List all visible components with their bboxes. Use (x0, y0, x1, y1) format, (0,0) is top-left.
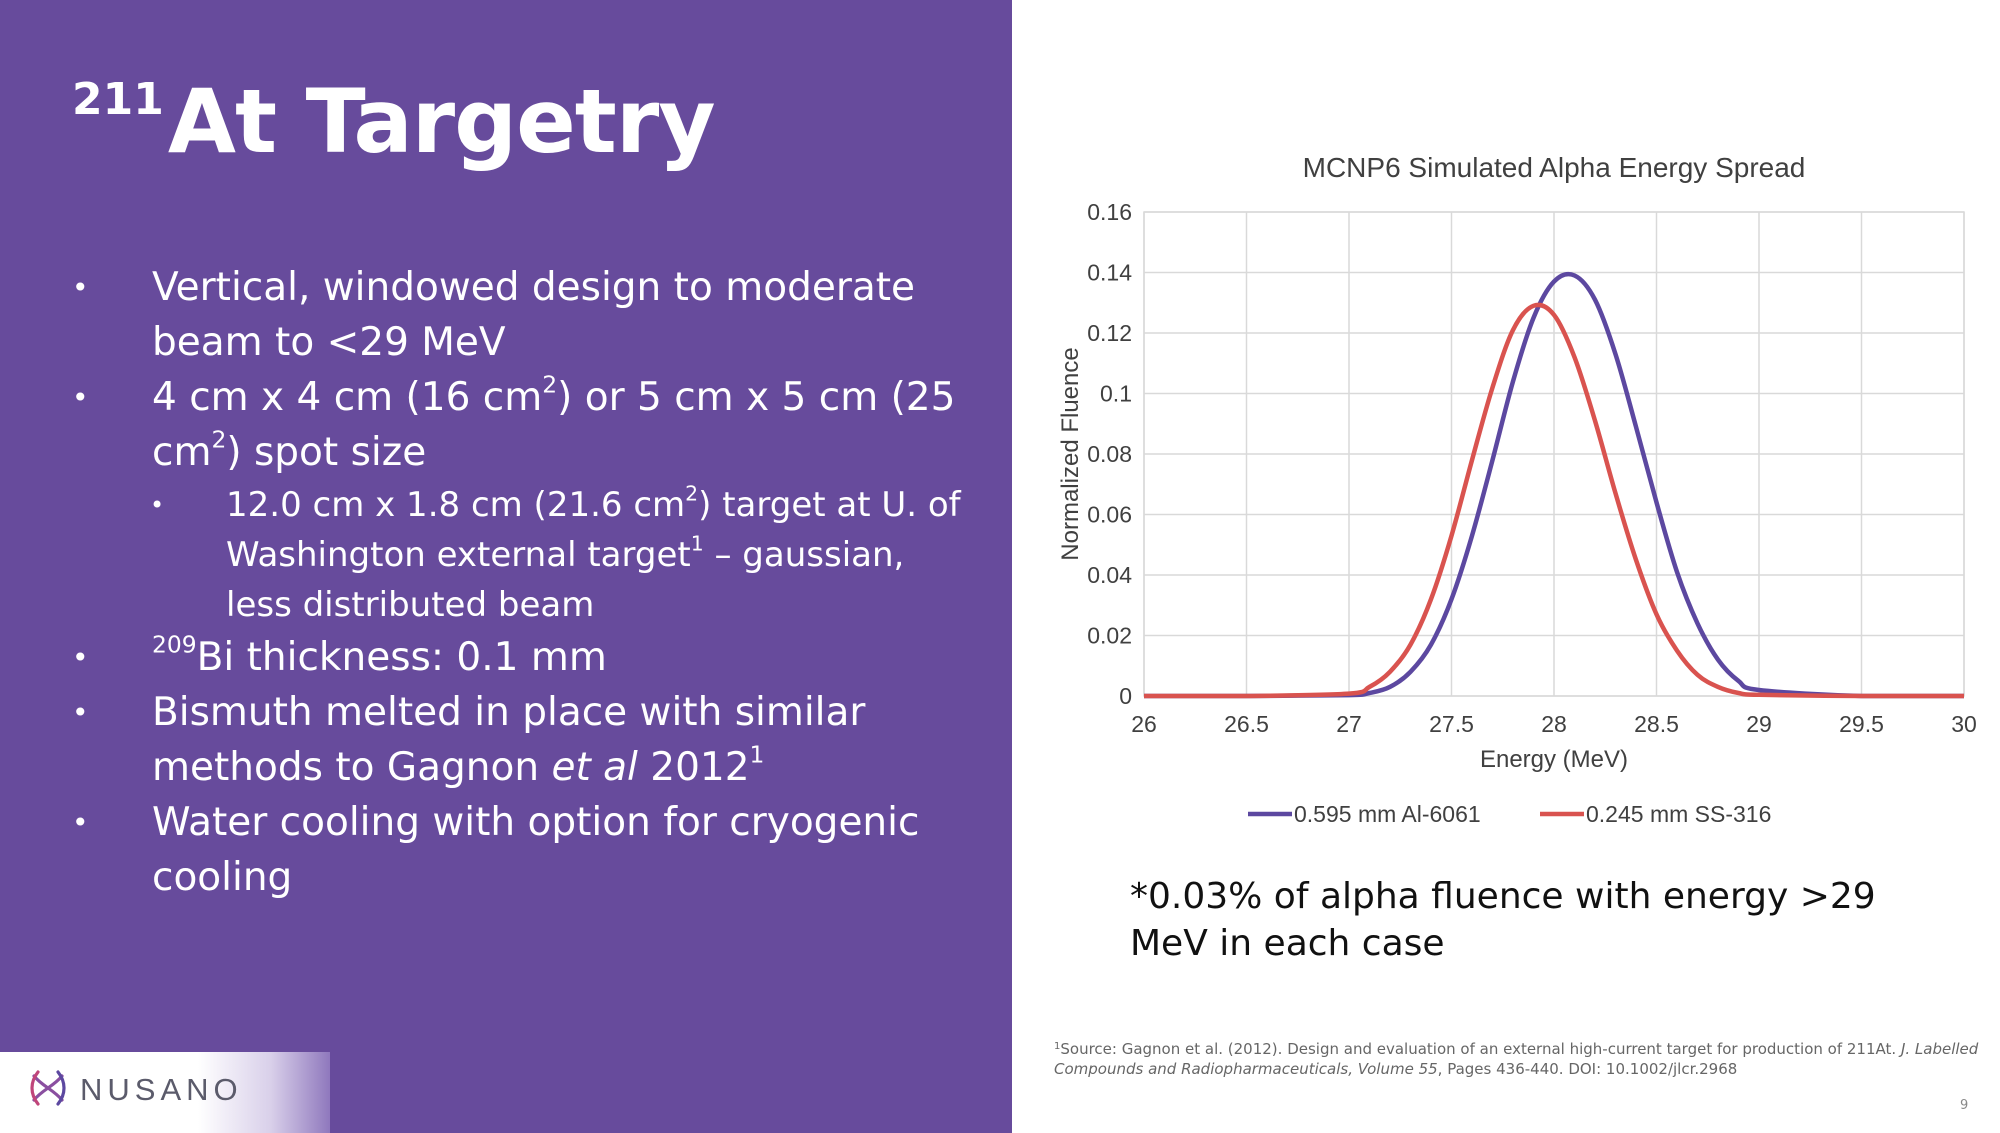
logo (0, 1052, 330, 1133)
source-citation (1054, 1037, 1984, 1079)
x-tick-label: 26.5 (1224, 711, 1269, 737)
x-tick-label: 27 (1336, 711, 1362, 737)
bullet-text: ) target at U. of Washington external target (226, 485, 961, 575)
y-tick-label: 0.02 (1087, 622, 1132, 649)
chart-note: *0.03% of alpha fluence with energy >29 MeV in each case (1130, 876, 1876, 964)
bullet-marker: • (72, 381, 89, 414)
bullet-text: 12.0 cm x 1.8 cm (21.6 cm (226, 485, 686, 525)
bullet-superscript: 2 (211, 425, 227, 454)
y-tick-label: 0.12 (1087, 320, 1132, 346)
page-number: 9 (1960, 1098, 1969, 1113)
bullet-italic-text: et al (551, 745, 638, 790)
y-tick-label: 0.08 (1087, 441, 1132, 467)
x-tick-label: 27.5 (1429, 711, 1474, 737)
chart (1012, 0, 2000, 860)
bullet-text: ) spot size (226, 430, 427, 475)
y-tick-label: 0.04 (1087, 562, 1132, 588)
bullet-superscript: 1 (690, 531, 704, 556)
bullet-text: Bismuth melted in place with similar methods to Gagnon (152, 690, 866, 790)
slide-title (72, 70, 715, 173)
legend-label: 0.595 mm Al-6061 (1294, 801, 1481, 827)
y-tick-label: 0.06 (1087, 501, 1132, 528)
bullet-list (72, 260, 972, 905)
x-tick-label: 29.5 (1839, 711, 1884, 737)
x-tick-label: 28.5 (1634, 711, 1679, 737)
bullet-superscript: 2 (542, 370, 558, 399)
bullet-text: ) or 5 cm x 5 cm (25 cm (152, 375, 956, 475)
bullet-marker: • (150, 491, 165, 519)
y-tick-label: 0.16 (1087, 199, 1132, 225)
source-superscript: 1 (1054, 1041, 1061, 1052)
bullet-text: 4 cm x 4 cm (16 cm (152, 375, 543, 420)
y-tick-label: 0.1 (1100, 380, 1132, 407)
x-tick-label: 26 (1131, 711, 1157, 737)
y-tick-label: 0 (1119, 683, 1132, 709)
bullet-text: Bi thickness: 0.1 mm (196, 635, 607, 680)
logo-text: NUSANO (80, 1072, 243, 1107)
bullet-marker: • (72, 271, 89, 304)
source-text: , Pages 436-440. DOI: 10.1002/jlcr.2968 (1437, 1060, 1738, 1078)
title-text: At Targetry (167, 70, 715, 173)
title-superscript: 211 (72, 74, 164, 125)
bullet-text: – gaussian, less distributed beam (226, 535, 905, 625)
bullet-item (72, 260, 972, 370)
y-tick-label: 0.14 (1087, 259, 1132, 286)
bullet-item (72, 630, 972, 685)
source-text: Source: Gagnon et al. (2012). Design and evaluation of an external high-current target for production of 211At. (1060, 1040, 1901, 1058)
bullet-marker: • (72, 806, 89, 839)
bullet-superscript: 1 (749, 740, 765, 769)
x-axis-label: Energy (MeV) (1479, 746, 1629, 773)
bullet-text: 2012 (637, 745, 750, 790)
x-tick-label: 30 (1951, 711, 1977, 737)
bullet-marker: • (72, 641, 89, 674)
x-tick-label: 29 (1746, 711, 1772, 737)
nusano-logo-mark-icon (26, 1066, 70, 1110)
legend-label: 0.245 mm SS-316 (1586, 801, 1772, 827)
x-tick-label: 28 (1541, 711, 1567, 737)
bullet-marker: • (72, 696, 89, 729)
bullet-item (72, 370, 972, 480)
source-journal: J. Labelled Compounds and Radiopharmaceuticals, Volume 55 (1054, 1040, 1979, 1078)
chart-title: MCNP6 Simulated Alpha Energy Spread (1302, 152, 1806, 183)
bullet-item (72, 685, 972, 795)
bullet-superscript: 2 (685, 481, 699, 506)
sub-bullet-item (72, 480, 972, 630)
bullet-item (72, 795, 972, 905)
y-axis-label: Normalized Fluence (1057, 347, 1084, 561)
bullet-text: Vertical, windowed design to moderate beam to <29 MeV (152, 265, 916, 365)
bullet-superscript: 209 (152, 630, 197, 659)
bullet-text: Water cooling with option for cryogenic cooling (152, 800, 920, 900)
